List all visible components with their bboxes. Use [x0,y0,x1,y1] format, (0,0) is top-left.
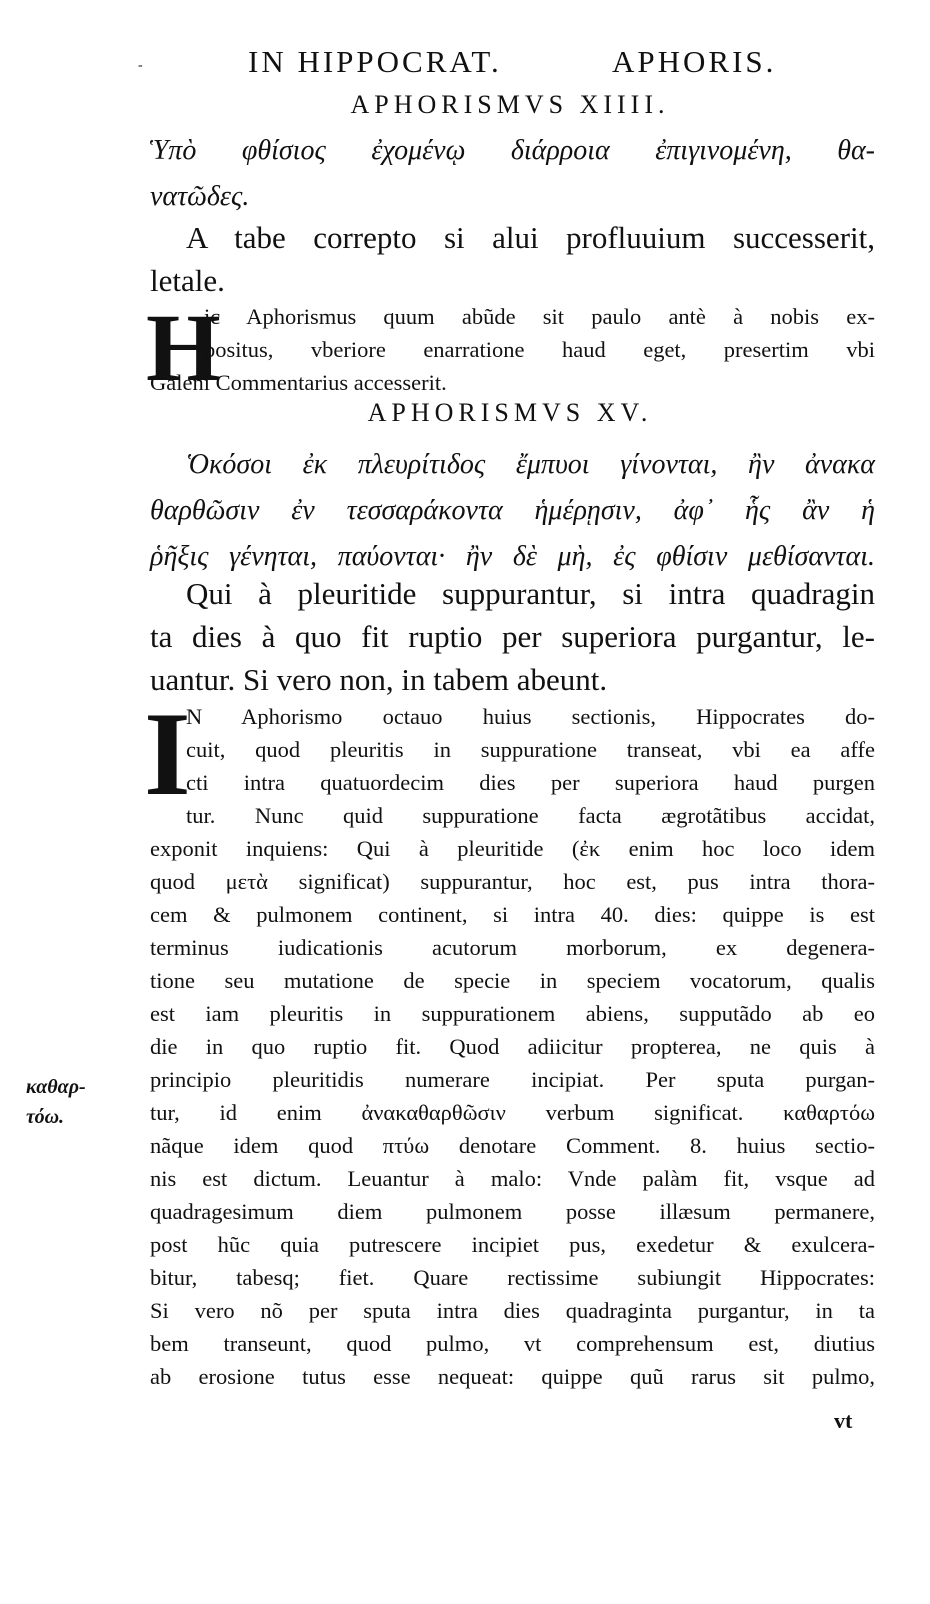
commentary-line: ab erosione tutus esse nequeat: quippe quũ rarus sit pulmo, [150,1364,875,1389]
commentary-line: die in quo ruptio fit. Quod adiicitur propterea, ne quis à [150,1034,875,1059]
page-mark: - [138,58,143,73]
commentary-line: quadragesimum diem pulmonem posse illæsum permanere, [150,1199,875,1224]
commentary-line: ic Aphorismus quum abũde sit paulo antè à nobis ex- [204,304,875,329]
greek-line: νατῶδες. [150,181,250,212]
drop-cap-i: I [144,687,191,820]
greek-line: Ὁκόσοι ἐκ πλευρίτιδος ἔμπυοι γίνονται, ἢν ἀνακα [186,449,875,480]
margin-note [26,1072,126,1132]
commentary-line: cem & pulmonem continent, si intra 40. dies: quippe is est [150,902,875,927]
aphorism-15-heading: APHORISMVS XV. [367,398,653,427]
commentary-line: tione seu mutatione de specie in speciem vocatorum, qualis [150,968,875,993]
aphorism-15-latin [150,572,875,701]
commentary-line: cuit, quod pleuritis in suppuratione transeat, vbi ea affe [186,737,875,762]
aphorism-15-greek [150,442,875,580]
drop-cap-h: H [146,294,221,401]
latin-line: ta dies à quo fit ruptio per superiora purgantur, le- [150,619,875,654]
catchword: vt [834,1408,853,1433]
commentary-line: quod μετὰ significat) suppurantur, hoc est, pus intra thora- [150,869,875,894]
latin-line: uantur. Si vero non, in tabem abeunt. [150,662,608,697]
aphorism-14-greek [150,128,875,220]
commentary-line: exponit inquiens: Qui à pleuritide (ἐκ enim hoc loco idem [150,836,875,861]
margin-note-line: καθαρ- [26,1076,86,1098]
aphorism-15-commentary [150,700,875,1393]
greek-line: θαρθῶσιν ἐν τεσσαράκοντα ἡμέρῃσιν, ἀφ᾽ ἧς ἂν ἡ [150,495,875,526]
commentary-line: Galeni Commentarius accesserit. [150,370,447,395]
commentary-line: nis est dictum. Leuantur à malo: Vnde palàm fit, vsque ad [150,1166,875,1191]
latin-line: Qui à pleuritide suppurantur, si intra quadragin [186,576,875,611]
commentary-line: principio pleuritidis numerare incipiat. Per sputa purgan- [150,1067,875,1092]
commentary-line: bitur, tabesq; fiet. Quare rectissime subiungit Hippocrates: [150,1265,875,1290]
commentary-line: cti intra quatuordecim dies per superiora haud purgen [186,770,875,795]
commentary-line: nãque idem quod πτύω denotare Comment. 8. huius sectio- [150,1133,875,1158]
commentary-line: terminus iudicationis acutorum morborum, ex degenera- [150,935,875,960]
commentary-line: bem transeunt, quod pulmo, vt comprehensum est, diutius [150,1331,875,1356]
running-header-right: APHORIS. [612,44,777,79]
commentary-line: N Aphorismo octauo huius sectionis, Hippocrates do- [186,704,875,729]
latin-line: A tabe correpto si alui profluuium successerit, [186,220,875,255]
greek-line: Ὑπὸ φθίσιος ἐχομένῳ διάρροια ἐπιγινομένη, θα- [150,135,875,166]
running-header-left: IN HIPPOCRAT. [248,44,502,79]
greek-line: ῥῆξις γένηται, παύονται· ἢν δὲ μὴ, ἐς φθίσιν μεθίσανται. [150,541,875,572]
commentary-line: positus, vberiore enarratione haud eget, presertim vbi [204,337,875,362]
commentary-line: tur, id enim ἀνακαθαρθῶσιν verbum significat. καθαρτόω [150,1100,875,1125]
commentary-line: post hũc quia putrescere incipiet pus, exedetur & exulcera- [150,1232,875,1257]
aphorism-14-latin [150,216,875,302]
latin-line: letale. [150,263,225,298]
commentary-line: est iam pleuritis in suppurationem abiens, supputãdo ab eo [150,1001,875,1026]
aphorism-14-commentary [150,300,875,399]
commentary-line: tur. Nunc quid suppuratione facta ægrotãtibus accidat, [186,803,875,828]
commentary-line: Si vero nõ per sputa intra dies quadraginta purgantur, in ta [150,1298,875,1323]
aphorism-14-heading: APHORISMVS XIIII. [350,90,670,119]
margin-note-line: τόω. [26,1106,65,1128]
